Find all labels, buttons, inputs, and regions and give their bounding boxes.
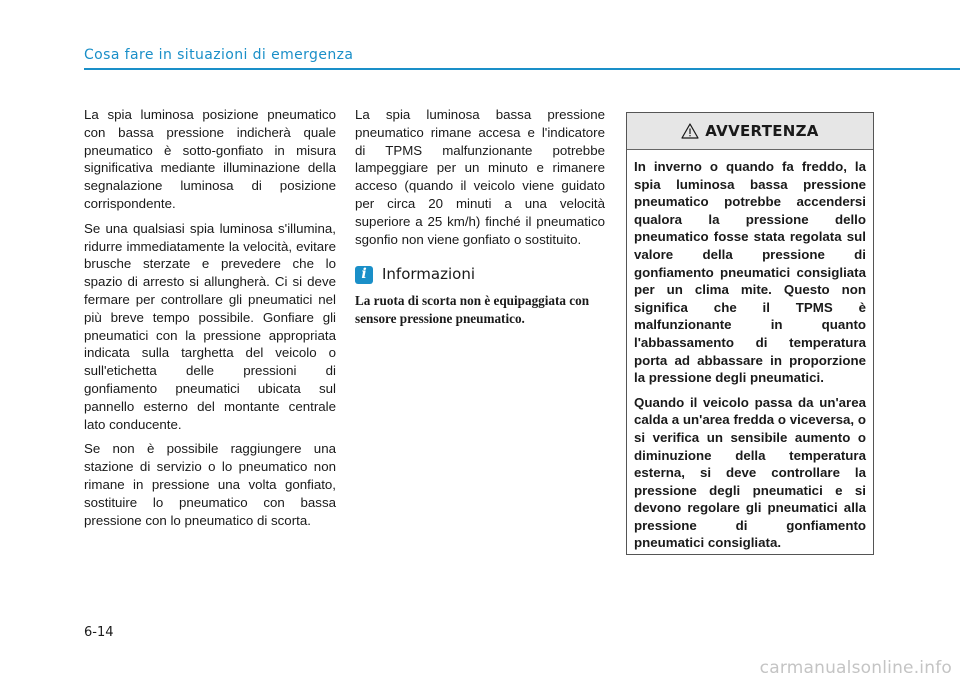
- middle-column: [355, 106, 605, 328]
- info-icon: i: [355, 266, 373, 284]
- header-rule: [84, 68, 960, 70]
- left-paragraph-3: Se non è possibile raggiungere una stazione di servizio o lo pneumatico non rimane in pressione una volta gonfiato, sostituire lo pneumatico con bassa pressione con lo pneumatico di scorta.: [84, 441, 336, 528]
- section-title: Cosa fare in situazioni di emergenza: [84, 47, 354, 63]
- warning-paragraph-2: Quando il veicolo passa da un'area calda a un'area fredda o viceversa, o si verifica un sensibile aumento o diminuzione della temperatura esterna, si deve controllare la pressione degli pneumatici e si devono regolare gli pneumatici alla pressione di gonfiamento pneumatici consigliata.: [634, 394, 866, 551]
- warning-triangle-icon: [681, 123, 699, 139]
- watermark: carmanualsonline.info: [759, 658, 952, 678]
- middle-paragraph: La spia luminosa bassa pressione pneumatico rimane accesa e l'indicatore di TPMS malfunzionante potrebbe lampeggiare per un minuto e rimanere acceso (quando il veicolo viene guidato per circa 20 minuti a una velocità superiore a 25 km/h) finché il pneumatico sgonfio non viene gonfiato o sostituito.: [355, 107, 605, 247]
- warning-header: [627, 113, 873, 150]
- warning-body: [627, 150, 873, 552]
- info-header: [355, 266, 605, 284]
- warning-title: AVVERTENZA: [705, 122, 819, 140]
- page-number: 6-14: [84, 625, 114, 640]
- info-title: Informazioni: [382, 265, 475, 284]
- left-paragraph-2: Se una qualsiasi spia luminosa s'illumina, ridurre immediatamente la velocità, evitare brusche sterzate e prevedere che lo spazio di arresto si allungherà. Ci si deve fermare per controllare gli pneumatici nel più breve tempo possibile. Gonfiare gli pneumatici con la pressione appropriata indicata sulla targhetta del veicolo o sull'etichetta delle pressioni di gonfiamento pneumatici ubicata sul pannello esterno del montante centrale lato conducente.: [84, 220, 336, 432]
- left-column: [84, 106, 336, 536]
- warning-box: [626, 112, 874, 555]
- left-paragraph-1: La spia luminosa posizione pneumatico con bassa pressione indicherà quale pneumatico è sotto-gonfiato in misura significativa mediante illuminazione della segnalazione luminosa di posizione corrispondente.: [84, 107, 336, 211]
- info-text: La ruota di scorta non è equipaggiata con sensore pressione pneumatico.: [355, 293, 590, 327]
- warning-paragraph-1: In inverno o quando fa freddo, la spia luminosa bassa pressione pneumatico potrebbe accendersi qualora la pressione dello pneumatico fosse stata regolata sul valore della pressione di gonfiamento pneumatici consigliata per un clima mite. Questo non significa che il TPMS è malfunzionante in quanto l'abbassamento di temperatura porta ad abbassare in proporzione la pressione degli pneumatici.: [634, 159, 866, 386]
